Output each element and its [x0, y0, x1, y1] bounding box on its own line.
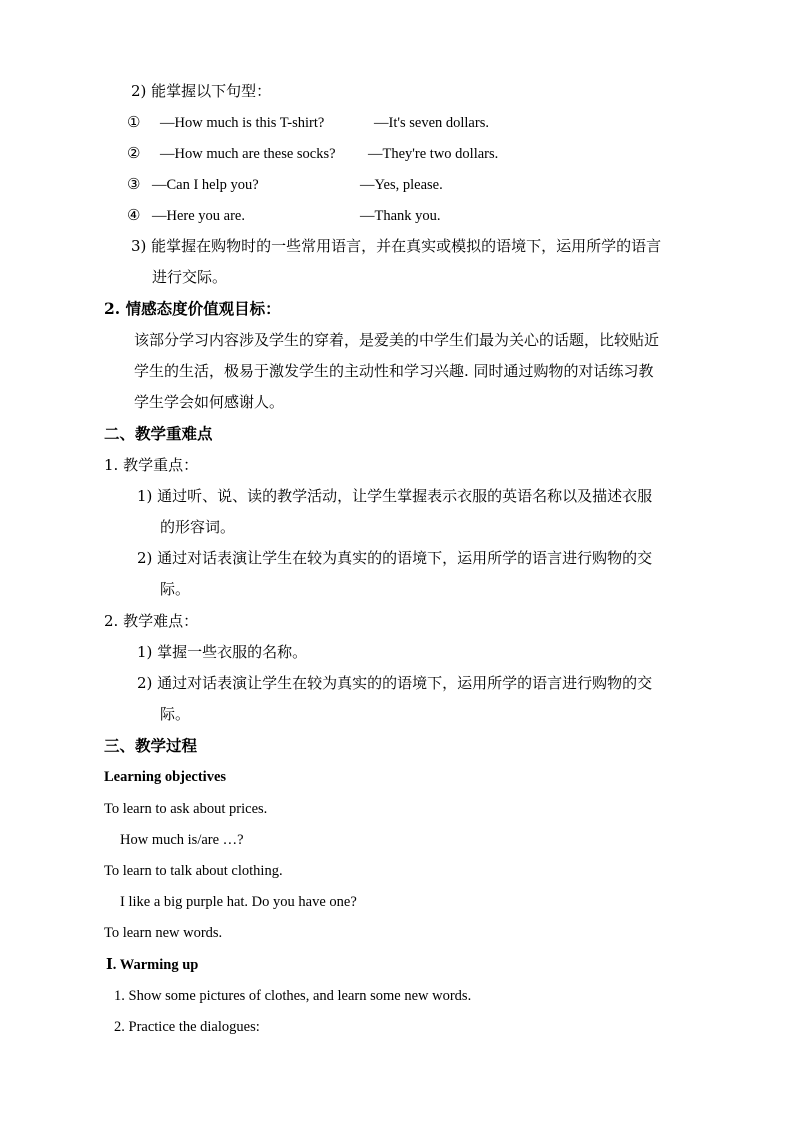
emotion-line-2: 学生的生活，极易于激发学生的主动性和学习兴趣. 同时通过购物的对话练习教 [134, 362, 654, 380]
pattern-answer: —Thank you. [360, 208, 441, 224]
warmup-item-2: 2. Practice the dialogues: [114, 1019, 260, 1035]
pattern-question: —How much are these socks? [160, 146, 336, 162]
difficult-point-item-2-line1: 2) 通过对话表演让学生在较为真实的的语境下，运用所学的语言进行购物的交 [137, 674, 653, 692]
objective-line: To learn to ask about prices. [104, 801, 268, 817]
key-points-heading: 1. 教学重点： [104, 456, 199, 474]
objective-line: How much is/are …? [120, 832, 244, 848]
key-point-item-2-line1: 2) 通过对话表演让学生在较为真实的的语境下，运用所学的语言进行购物的交 [137, 549, 653, 567]
ability-item-3-line1: 3) 能掌握在购物时的一些常用语言，并在真实或模拟的语境下，运用所学的语言 [131, 237, 662, 255]
section-heading-process: 三、教学过程 [104, 736, 198, 755]
pattern-answer: —Yes, please. [360, 177, 443, 193]
pattern-marker: ① [127, 113, 141, 131]
key-point-item-2-line2: 际。 [160, 580, 191, 598]
pattern-answer: —They're two dollars. [368, 146, 499, 162]
pattern-answer: —It's seven dollars. [374, 115, 489, 131]
pattern-marker: ④ [127, 206, 141, 224]
objective-line: To learn new words. [104, 925, 223, 941]
emotion-line-3: 学生学会如何感谢人。 [134, 393, 285, 411]
objective-line: To learn to talk about clothing. [104, 863, 283, 879]
pattern-question: —How much is this T-shirt? [160, 115, 325, 131]
ability-item-3-line2: 进行交际。 [152, 268, 228, 286]
warmup-title: Ⅰ. Warming up [106, 957, 199, 973]
warmup-item-1: 1. Show some pictures of clothes, and learn some new words. [114, 988, 472, 1004]
objective-line: I like a big purple hat. Do you have one? [120, 894, 357, 910]
key-point-item-1-line2: 的形容词。 [160, 518, 236, 536]
difficult-point-item-1: 1) 掌握一些衣服的名称。 [137, 643, 308, 661]
pattern-marker: ② [127, 144, 141, 162]
patterns-heading: 2) 能掌握以下句型： [131, 82, 272, 100]
pattern-question: —Here you are. [152, 208, 245, 224]
pattern-marker: ③ [127, 175, 141, 193]
objectives-title: Learning objectives [104, 769, 227, 785]
emotion-heading: 2. 情感态度价值观目标： [104, 299, 281, 318]
difficult-point-item-2-line2: 际。 [160, 705, 191, 723]
difficult-points-heading: 2. 教学难点： [104, 612, 199, 630]
key-point-item-1-line1: 1) 通过听、说、读的教学活动，让学生掌握表示衣服的英语名称以及描述衣服 [137, 487, 653, 505]
emotion-line-1: 该部分学习内容涉及学生的穿着，是爱美的中学生们最为关心的话题，比较贴近 [134, 331, 660, 349]
section-heading-key-points: 二、教学重难点 [104, 424, 213, 443]
pattern-question: —Can I help you? [152, 177, 259, 193]
